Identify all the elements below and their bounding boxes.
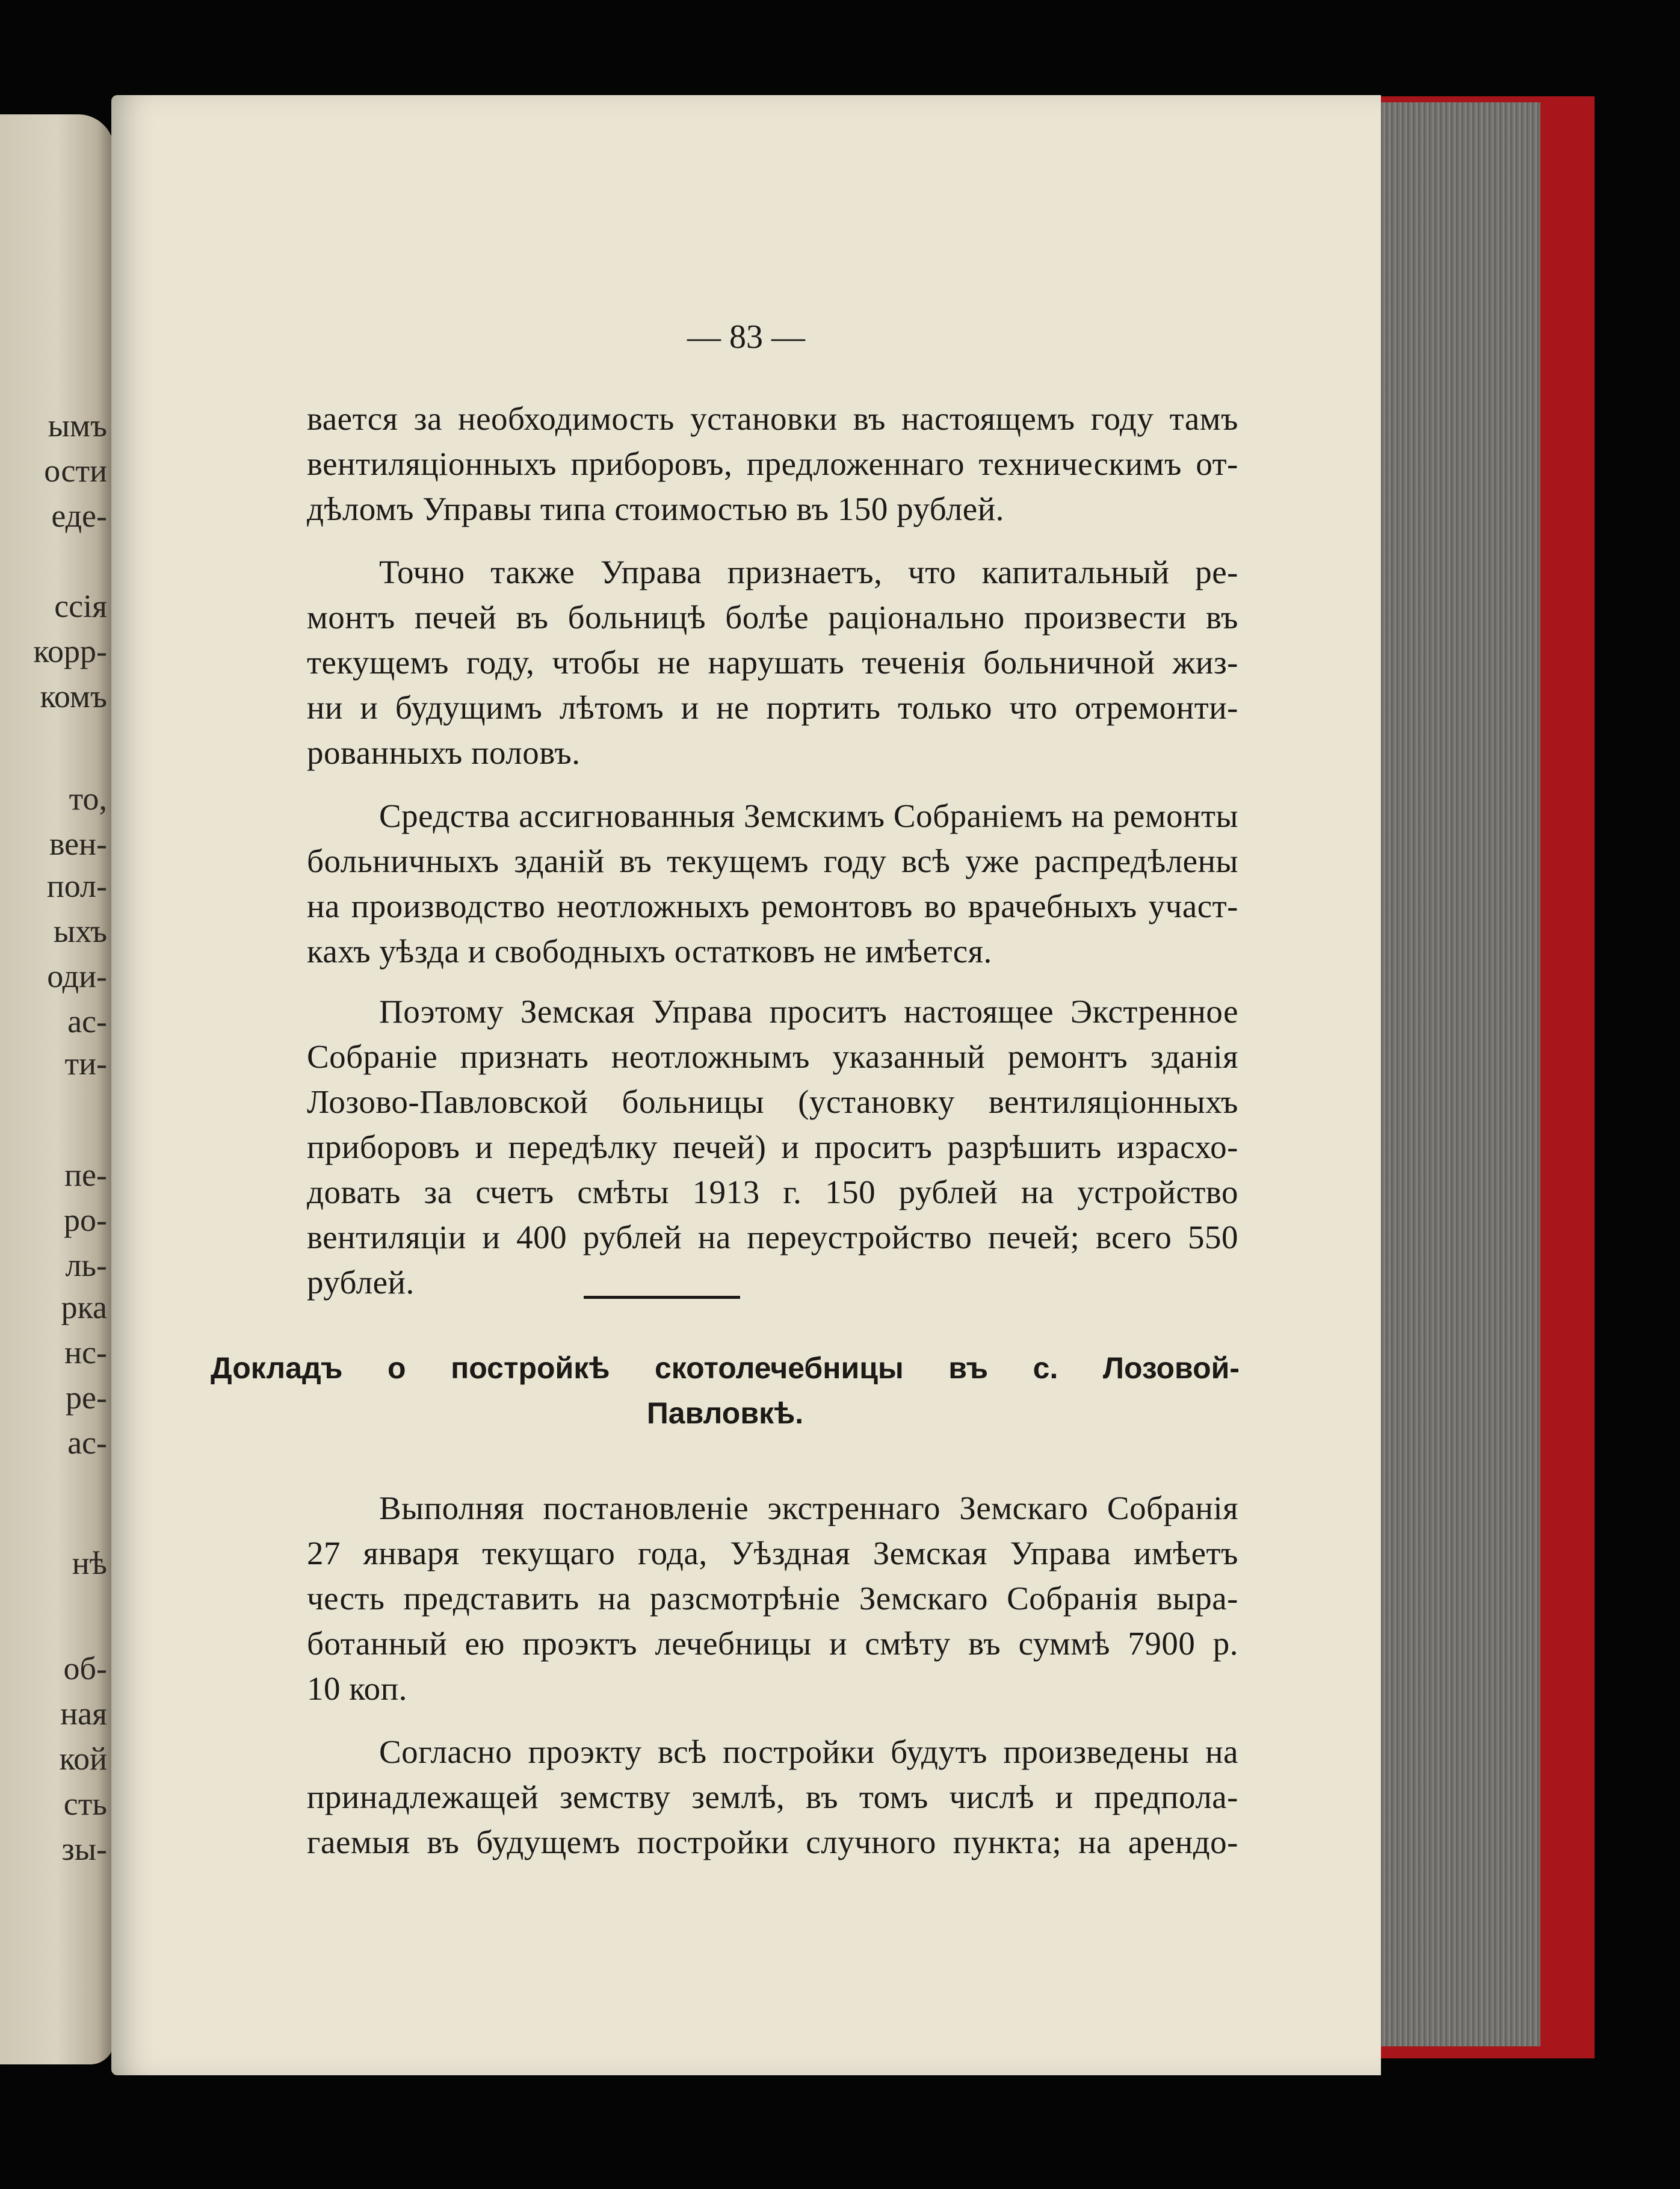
- left-page-text: ро-: [64, 1202, 107, 1238]
- left-page-text: ыхъ: [53, 913, 107, 949]
- left-page-text: комъ: [40, 678, 107, 714]
- paragraph-4-line: Поэтому Земская Управа проситъ настоящее Экстренное: [379, 993, 1238, 1030]
- paragraph-4-line: приборовъ и передѣлку печей) и проситъ разрѣшить израсхо-: [307, 1129, 1238, 1165]
- paragraph-5-line: ботанный ею проэктъ лечебницы и смѣту въ суммѣ 7900 р.: [307, 1625, 1238, 1662]
- left-page-text: сть: [63, 1786, 107, 1822]
- left-page-text: пе-: [64, 1157, 107, 1193]
- paragraph-6-line: Согласно проэкту всѣ постройки будутъ произведены на: [379, 1733, 1238, 1770]
- left-page-text: пол-: [46, 868, 107, 904]
- page-number: — 83 —: [687, 318, 805, 356]
- left-page-text: ымъ: [48, 407, 107, 444]
- left-page-text: ас-: [67, 1003, 107, 1039]
- left-page-text: нс-: [64, 1334, 107, 1370]
- section-divider: [584, 1296, 740, 1299]
- paragraph-2-line: текущемъ году, чтобы не нарушать теченія больничной жиз-: [307, 644, 1238, 681]
- left-page-text: оди-: [47, 958, 107, 994]
- paragraph-2-line: монтъ печей въ больницѣ болѣе раціонально произвести въ: [307, 599, 1238, 636]
- paragraph-6-line: гаемыя въ будущемъ постройки случного пункта; на арендо-: [307, 1824, 1238, 1860]
- paragraph-3-line: на производство неотложныхъ ремонтовъ во врачебныхъ участ-: [307, 888, 1238, 924]
- paragraph-4-line: рублей.: [307, 1264, 415, 1301]
- left-page-text: вен-: [49, 826, 107, 862]
- paragraph-5-line: честь представить на разсмотрѣніе Земскаго Собранія выра-: [307, 1580, 1238, 1617]
- left-page-text: ссія: [54, 588, 107, 624]
- left-page-text: ти-: [64, 1045, 107, 1082]
- left-page-text: зы-: [61, 1831, 107, 1867]
- paragraph-4-line: вентиляціи и 400 рублей на переустройство печей; всего 550: [307, 1219, 1238, 1256]
- left-page-text: рка: [61, 1289, 107, 1325]
- paragraph-2-line: ни и будущимъ лѣтомъ и не портить только что отремонти-: [307, 689, 1238, 726]
- paragraph-5-line: Выполняя постановленіе экстреннаго Земскаго Собранія: [379, 1490, 1238, 1526]
- paragraph-5-line: 10 коп.: [307, 1670, 407, 1707]
- section-heading-line: Павловкѣ.: [646, 1396, 804, 1430]
- left-page-text: кой: [59, 1741, 107, 1777]
- left-page-text: ре-: [66, 1379, 107, 1416]
- left-page-text: корр-: [33, 633, 107, 669]
- paragraph-4-line: Собраніе признать неотложнымъ указанный ремонтъ зданія: [307, 1038, 1238, 1075]
- paragraph-2-line: рованныхъ половъ.: [307, 734, 581, 771]
- left-page-text: то,: [69, 781, 107, 817]
- previous-page-fragment: [0, 114, 114, 2064]
- paragraph-1-line: вентиляціонныхъ приборовъ, предложеннаго техническимъ от-: [307, 445, 1238, 482]
- paragraph-1-line: вается за необходимость установки въ настоящемъ году тамъ: [307, 400, 1238, 437]
- left-page-text: ости: [44, 453, 107, 489]
- book-page: [111, 95, 1381, 2075]
- paragraph-1-line: дѣломъ Управы типа стоимостью въ 150 рублей.: [307, 491, 1004, 527]
- paragraph-3-line: Средства ассигнованныя Земскимъ Собраніемъ на ремонты: [379, 797, 1238, 834]
- page-edges: [1372, 102, 1540, 2046]
- paragraph-4-line: довать за счетъ смѣты 1913 г. 150 рублей на устройство: [307, 1174, 1238, 1210]
- left-page-text: об-: [63, 1650, 107, 1686]
- left-page-text: ль-: [65, 1247, 107, 1283]
- paragraph-4-line: Лозово-Павловской больницы (установку вентиляціонныхъ: [307, 1083, 1238, 1120]
- paragraph-3-line: больничныхъ зданій въ текущемъ году всѣ уже распредѣлены: [307, 843, 1238, 879]
- left-page-text: нѣ: [72, 1545, 107, 1581]
- paragraph-6-line: принадлежащей земству землѣ, въ томъ числѣ и предпола-: [307, 1779, 1238, 1815]
- left-page-text: еде-: [51, 498, 107, 534]
- left-page-text: ная: [60, 1695, 107, 1732]
- paragraph-2-line: Точно также Управа признаетъ, что капитальный ре-: [379, 554, 1238, 590]
- left-page-text: ас-: [67, 1425, 107, 1461]
- paragraph-3-line: кахъ уѣзда и свободныхъ остатковъ не имѣется.: [307, 933, 992, 970]
- section-heading-line: Докладъ о постройкѣ скотолечебницы въ с. Лозовой-: [211, 1351, 1240, 1385]
- paragraph-5-line: 27 января текущаго года, Уѣздная Земская Управа имѣетъ: [307, 1535, 1238, 1571]
